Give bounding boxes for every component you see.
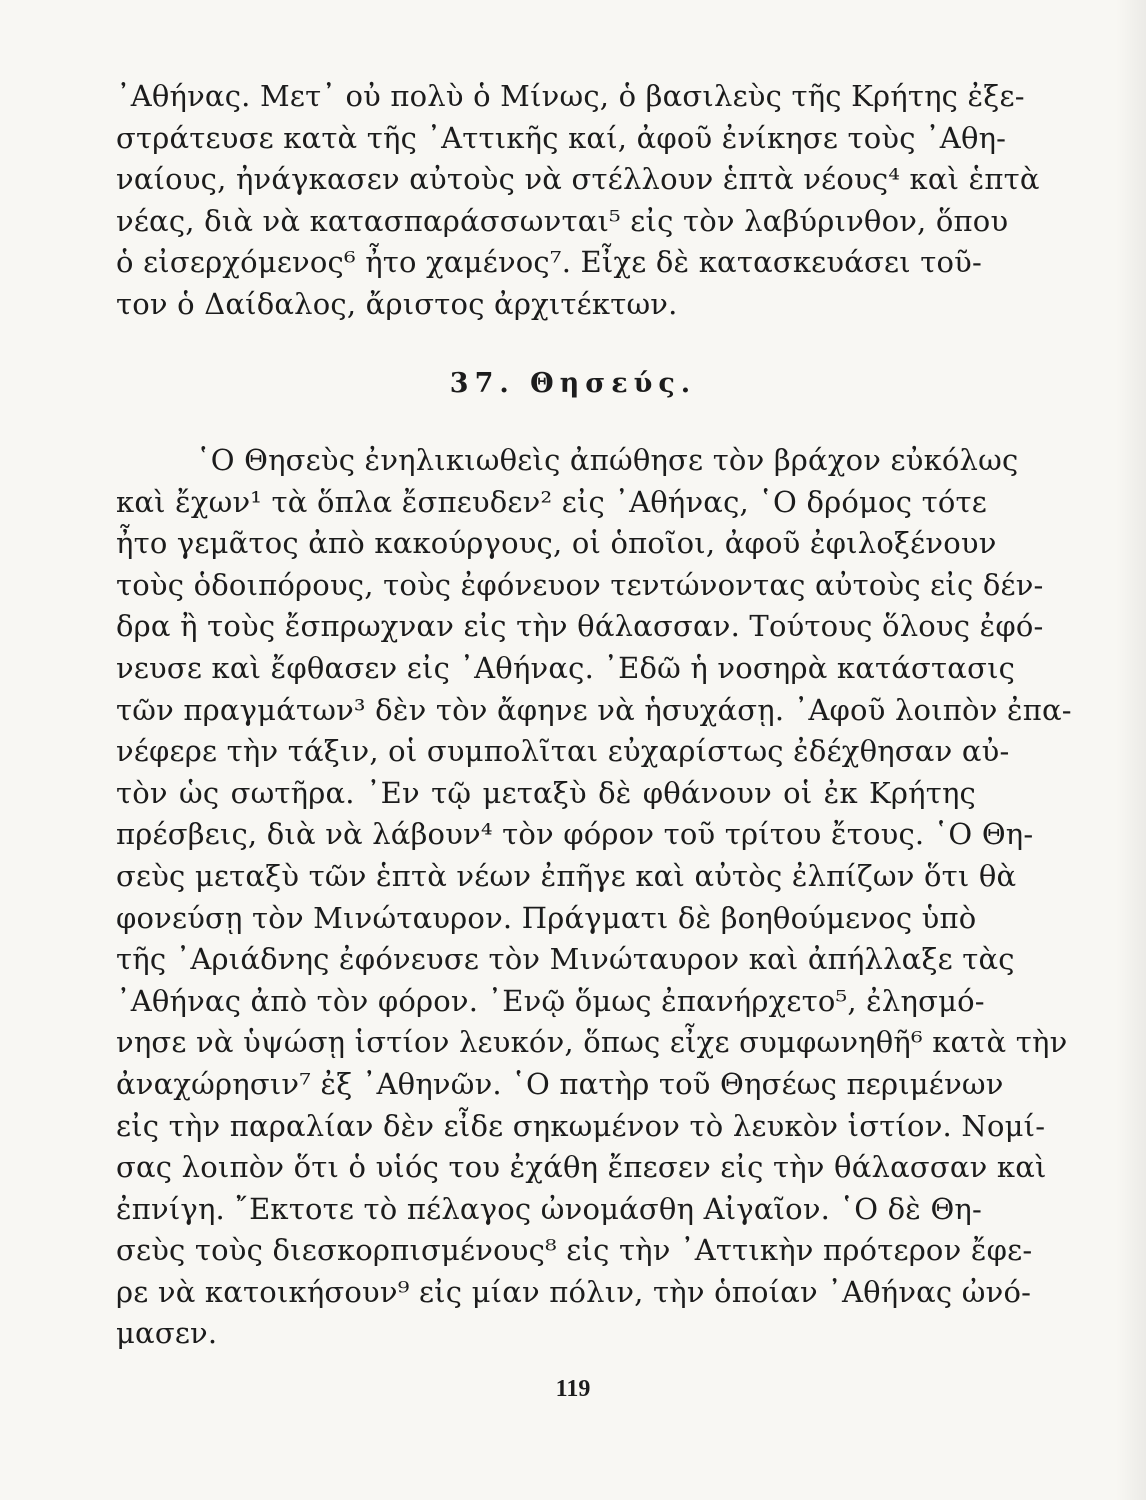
text-line: τὸν ὡς σωτῆρα. ᾿Εν τῷ μεταξὺ δὲ φθάνουν οἱ ἐκ Κρήτης — [116, 775, 976, 810]
text-line: ἦτο γεμᾶτος ἀπὸ κακούργους, οἱ ὁποῖοι, ἀφοῦ ἐφιλοξένουν — [116, 526, 997, 561]
text-line: νησε νὰ ὑψώσῃ ἱστίον λευκόν, ὅπως εἶχε συμφωνηθῆ⁶ κατὰ τὴν — [116, 1025, 1068, 1060]
text-line: σεὺς μεταξὺ τῶν ἑπτὰ νέων ἐπῆγε καὶ αὐτὸς ἐλπίζων ὅτι θὰ — [116, 858, 1017, 893]
text-line: ᾿Αθήνας ἀπὸ τὸν φόρον. ᾿Ενῷ ὅμως ἐπανήρχετο⁵, ἐλησμό- — [116, 983, 985, 1018]
text-line: ναίους, ἠνάγκασεν αὐτοὺς νὰ στέλλουν ἑπτὰ νέους⁴ καὶ ἑπτὰ — [116, 162, 1040, 197]
text-line: ἐπνίγη. ῎Εκτοτε τὸ πέλαγος ὠνομάσθη Αἰγαῖον. ῾Ο δὲ Θη- — [116, 1191, 982, 1226]
text-line: στράτευσε κατὰ τῆς ᾿Αττικῆς καί, ἀφοῦ ἐνίκησε τοὺς ᾿Αθη- — [116, 120, 1007, 155]
section-paragraph — [116, 440, 1072, 1355]
text-line: εἰς τὴν παραλίαν δὲν εἶδε σηκωμένον τὸ λευκὸν ἱστίον. Νομί- — [116, 1108, 1046, 1143]
text-line: τῶν πραγμάτων³ δὲν τὸν ἄφηνε νὰ ἡσυχάσῃ. ᾿Αφοῦ λοιπὸν ἐπα- — [116, 692, 1072, 727]
text-line: νευσε καὶ ἔφθασεν εἰς ᾿Αθήνας. ᾿Εδῶ ἡ νοσηρὰ κατάστασις — [116, 650, 1016, 685]
text-line: σας λοιπὸν ὅτι ὁ υἱός του ἐχάθη ἔπεσεν εἰς τὴν θάλασσαν καὶ — [116, 1150, 1047, 1185]
text-line: νέφερε τὴν τάξιν, οἱ συμπολῖται εὐχαρίστως ἐδέχθησαν αὐ- — [116, 734, 1010, 769]
intro-paragraph — [116, 76, 1040, 326]
text-line: δρα ἢ τοὺς ἔσπρωχναν εἰς τὴν θάλασσαν. Τούτους ὅλους ἐφό- — [116, 609, 1044, 644]
text-line: πρέσβεις, διὰ νὰ λάβουν⁴ τὸν φόρον τοῦ τρίτου ἔτους. ῾Ο Θη- — [116, 817, 1034, 852]
text-line: ᾿Αθήνας. Μετ᾿ οὐ πολὺ ὁ Μίνως, ὁ βασιλεὺς τῆς Κρήτης ἐξε- — [116, 79, 1025, 113]
section-heading: 37. Θησεύς. — [449, 368, 697, 399]
text-line: ἀναχώρησιν⁷ ἐξ ᾿Αθηνῶν. ῾Ο πατὴρ τοῦ Θησέως περιμένων — [116, 1066, 1004, 1101]
text-line: ῾Ο Θησεὺς ἐνηλικιωθεὶς ἀπώθησε τὸν βράχον εὐκόλως — [196, 443, 1019, 477]
text-line: τῆς ᾿Αριάδνης ἐφόνευσε τὸν Μινώταυρον καὶ ἀπήλλαξε τὰς — [116, 942, 1015, 977]
text-line: φονεύσῃ τὸν Μινώταυρον. Πράγματι δὲ βοηθούμενος ὑπὸ — [116, 900, 977, 935]
text-line: καὶ ἔχων¹ τὰ ὅπλα ἔσπευδεν² εἰς ᾿Αθήνας, ῾Ο δρόμος τότε — [116, 484, 987, 519]
text-line: μασεν. — [116, 1316, 218, 1351]
text-line: ρε νὰ κατοικήσουν⁹ εἰς μίαν πόλιν, τὴν ὁποίαν ᾿Αθήνας ὠνό- — [116, 1274, 1032, 1309]
text-line: τοὺς ὁδοιπόρους, τοὺς ἐφόνευον τεντώνοντας αὐτοὺς εἰς δέν- — [116, 567, 1044, 602]
text-line: τον ὁ Δαίδαλος, ἄριστος ἀρχιτέκτων. — [116, 286, 678, 321]
text-line: νέας, διὰ νὰ κατασπαράσσωνται⁵ εἰς τὸν λαβύρινθον, ὅπου — [116, 203, 1009, 238]
text-line: ὁ εἰσερχόμενος⁶ ἦτο χαμένος⁷. Εἶχε δὲ κατασκευάσει τοῦ- — [116, 245, 982, 280]
text-line: σεὺς τοὺς διεσκορπισμένους⁸ εἰς τὴν ᾿Αττικὴν πρότερον ἔφε- — [116, 1233, 1033, 1268]
page-edge-shadow — [1116, 0, 1146, 1500]
page-number: 119 — [555, 1376, 591, 1402]
